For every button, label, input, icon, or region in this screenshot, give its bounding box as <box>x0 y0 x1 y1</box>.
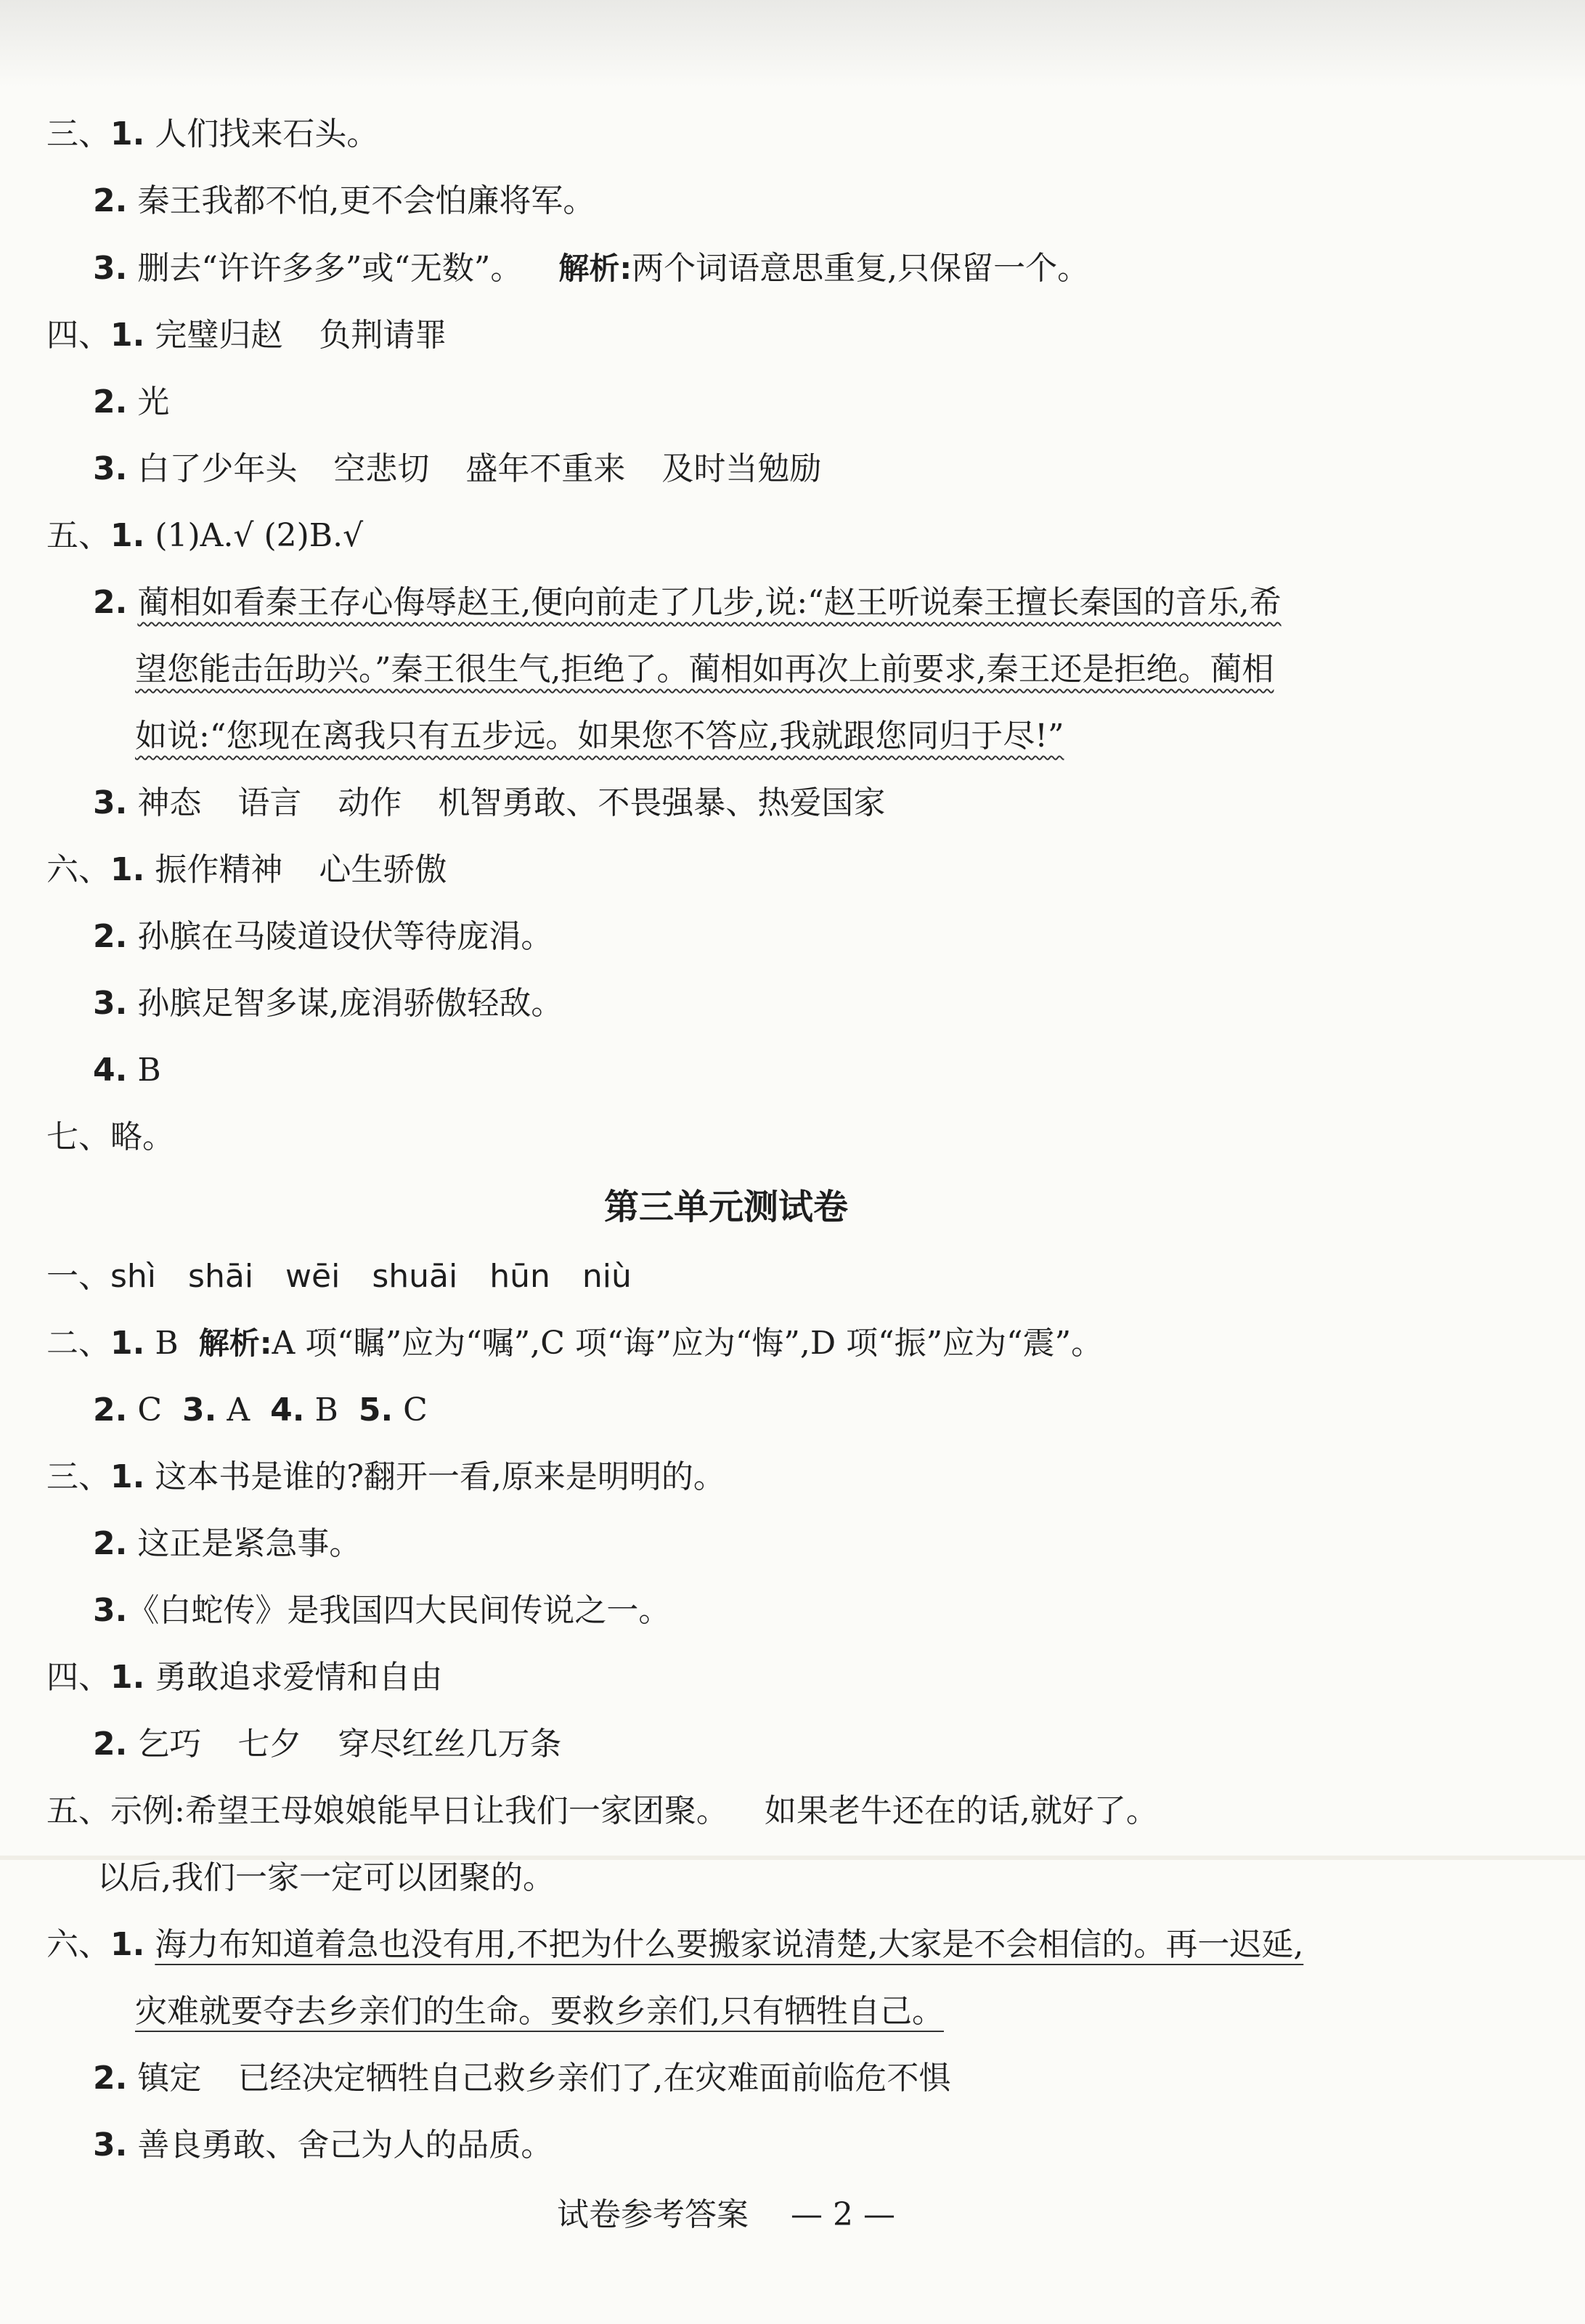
u3-p4-q2 <box>93 1723 561 1766</box>
underlined-answer: 海力布知道着急也没有用,不把为什么要搬家说清楚,大家是不会相信的。再一迟延, <box>155 1926 1304 1963</box>
answer-text: C <box>137 1391 163 1429</box>
s6-q4 <box>93 1049 161 1092</box>
s4-q1 <box>46 314 447 357</box>
u3-p4-q1 <box>46 1656 442 1699</box>
u3-p2-q1 <box>46 1322 1103 1365</box>
footer-label: 试卷参考答案 <box>557 2196 749 2233</box>
answer-text: 神态 <box>137 784 202 821</box>
u3-p3-q2 <box>93 1522 361 1566</box>
answer-text: 完璧归赵 <box>155 317 283 354</box>
question-number: 3. <box>93 250 128 287</box>
answer-text: B <box>314 1391 338 1429</box>
section-label: 六、 <box>46 1926 110 1963</box>
s4-q2 <box>93 381 169 424</box>
question-number: 2. <box>93 584 128 621</box>
section-label: 五、 <box>46 517 110 554</box>
s6-q2 <box>93 915 553 959</box>
analysis-label: 解析: <box>558 251 632 286</box>
u3-p6-q3 <box>93 2124 553 2167</box>
pinyin-answer: hūn <box>489 1258 550 1295</box>
s6-q3 <box>93 982 563 1025</box>
answer-text: 人们找来石头。 <box>155 115 379 153</box>
question-number: 5. <box>358 1391 394 1429</box>
answer-text: 白了少年头 <box>137 450 298 487</box>
question-number: 1. <box>110 1325 145 1362</box>
analysis-label: 解析: <box>198 1325 272 1361</box>
question-number: 4. <box>93 1052 128 1089</box>
page-footer <box>0 2193 1452 2237</box>
answer-text: 乞巧 <box>137 1726 202 1763</box>
scan-top-shadow <box>0 0 1585 87</box>
s5-q3 <box>93 781 885 825</box>
unit-title: 第三单元测试卷 <box>603 1187 848 1227</box>
pinyin-answer: shuāi <box>372 1258 458 1295</box>
answer-text: 秦王我都不怕,更不会怕廉将军。 <box>137 182 595 219</box>
section-label: 一、 <box>46 1258 110 1295</box>
u3-p2-q2-5 <box>93 1389 428 1432</box>
answer-text: 略。 <box>110 1118 174 1155</box>
s5-q1 <box>46 514 363 558</box>
section-label: 四、 <box>46 317 110 354</box>
analysis-text: 两个词语意思重复,只保留一个。 <box>632 250 1090 287</box>
question-number: 3. <box>93 784 128 821</box>
answer-text: 空悲切 <box>333 450 430 487</box>
answer-text: 以后,我们一家一定可以团聚的。 <box>97 1859 555 1896</box>
answer-text: 如果老牛还在的话,就好了。 <box>764 1792 1158 1829</box>
answer-text: 及时当勉励 <box>661 450 822 487</box>
pinyin-answer: wēi <box>285 1258 341 1295</box>
answer-text: 这本书是谁的?翻开一看,原来是明明的。 <box>155 1458 725 1495</box>
s5-q2-line1 <box>93 581 1282 625</box>
answer-text: B <box>155 1325 179 1362</box>
answer-text: 盛年不重来 <box>465 450 626 487</box>
analysis-text: A 项“瞩”应为“嘱”,C 项“诲”应为“悔”,D 项“振”应为“震”。 <box>272 1325 1104 1362</box>
question-number: 2. <box>93 918 128 955</box>
u3-p1 <box>46 1255 664 1299</box>
pinyin-answer: niù <box>582 1258 632 1295</box>
answer-text: A <box>227 1391 250 1429</box>
page-number: — 2 — <box>791 2196 895 2233</box>
section-label: 三、 <box>46 1458 110 1495</box>
pinyin-answer: shāi <box>188 1258 254 1295</box>
question-number: 2. <box>93 1525 128 1562</box>
question-number: 3. <box>93 1592 128 1629</box>
question-number: 3. <box>182 1391 217 1429</box>
u3-p5-line1 <box>46 1789 1158 1833</box>
section-label: 六、 <box>46 851 110 888</box>
question-number: 3. <box>93 985 128 1022</box>
wavy-underlined-answer: 蔺相如看秦王存心侮辱赵王,便向前走了几步,说:“赵王听说秦王擅长秦国的音乐,希 <box>137 584 1282 621</box>
answer-text: 光 <box>137 383 170 420</box>
underlined-answer: 灾难就要夺去乡亲们的生命。要救乡亲们,只有牺牲自己。 <box>135 1993 944 2030</box>
u3-p6-q2 <box>93 2057 950 2100</box>
answer-text: 动作 <box>338 784 402 821</box>
answer-text: 机智勇敢、不畏强暴、热爱国家 <box>438 784 886 821</box>
question-number: 2. <box>93 383 128 420</box>
section-label: 二、 <box>46 1325 110 1362</box>
answer-text: 七夕 <box>237 1726 302 1763</box>
s3-q3 <box>93 247 1089 290</box>
u3-p3-q1 <box>46 1455 725 1499</box>
u3-p6-q1-line1 <box>46 1923 1303 1967</box>
question-number: 1. <box>110 1659 145 1696</box>
u3-p5-line2 <box>97 1856 555 1900</box>
question-number: 2. <box>93 1391 128 1429</box>
s7 <box>46 1116 174 1159</box>
answer-text: 语言 <box>237 784 302 821</box>
s3-q2 <box>93 179 595 223</box>
s5-q2-line2 <box>135 648 1274 691</box>
answer-text: 删去“许许多多”或“无数”。 <box>137 250 523 287</box>
s6-q1 <box>46 848 447 892</box>
question-number: 3. <box>93 2126 128 2163</box>
section-label: 七、 <box>46 1118 110 1155</box>
answer-text: 《白蛇传》是我国四大民间传说之一。 <box>127 1592 671 1629</box>
section-label: 三、 <box>46 115 110 153</box>
answer-text: 负荆请罪 <box>319 317 447 354</box>
answer-text: 穿尽红丝几万条 <box>338 1726 562 1763</box>
u3-p6-q1-line2 <box>135 1990 944 2033</box>
answer-text: 心生骄傲 <box>319 851 447 888</box>
wavy-underlined-answer: 望您能击缶助兴。”秦王很生气,拒绝了。蔺相如再次上前要求,秦王还是拒绝。蔺相 <box>135 651 1274 688</box>
example-label: 示例: <box>110 1792 185 1829</box>
answer-text: 这正是紧急事。 <box>137 1525 362 1562</box>
answer-text: 孙膑在马陵道设伏等待庞涓。 <box>137 918 553 955</box>
answer-text: 希望王母娘娘能早日让我们一家团聚。 <box>184 1792 728 1829</box>
question-number: 1. <box>110 517 145 554</box>
question-number: 3. <box>93 450 128 487</box>
question-number: 2. <box>93 1726 128 1763</box>
section-label: 五、 <box>46 1792 110 1829</box>
question-number: 1. <box>110 317 145 354</box>
question-number: 2. <box>93 2060 128 2097</box>
question-number: 2. <box>93 182 128 219</box>
question-number: 4. <box>270 1391 305 1429</box>
s3-q1 <box>46 113 378 156</box>
section-label: 四、 <box>46 1659 110 1696</box>
s4-q3 <box>93 447 821 491</box>
u3-p3-q3 <box>93 1589 670 1633</box>
answer-text: C <box>403 1391 428 1429</box>
question-number: 1. <box>110 851 145 888</box>
answer-text: 振作精神 <box>155 851 283 888</box>
answer-text: 孙膑足智多谋,庞涓骄傲轻敌。 <box>137 985 563 1022</box>
answer-text: (1)A.√ (2)B.√ <box>155 517 364 554</box>
answer-text: B <box>137 1052 161 1089</box>
answer-text: 善良勇敢、舍己为人的品质。 <box>137 2126 553 2163</box>
answer-text: 勇敢追求爱情和自由 <box>155 1659 443 1696</box>
wavy-underlined-answer: 如说:“您现在离我只有五步远。如果您不答应,我就跟您同归于尽!” <box>135 718 1064 755</box>
question-number: 1. <box>110 1458 145 1495</box>
question-number: 1. <box>110 115 145 153</box>
question-number: 1. <box>110 1926 145 1963</box>
answer-text: 已经决定牺牲自己救乡亲们了,在灾难面前临危不惧 <box>237 2060 951 2097</box>
pinyin-answer: shì <box>110 1258 157 1295</box>
s5-q2-line3 <box>135 715 1064 758</box>
answer-text: 镇定 <box>137 2060 202 2097</box>
